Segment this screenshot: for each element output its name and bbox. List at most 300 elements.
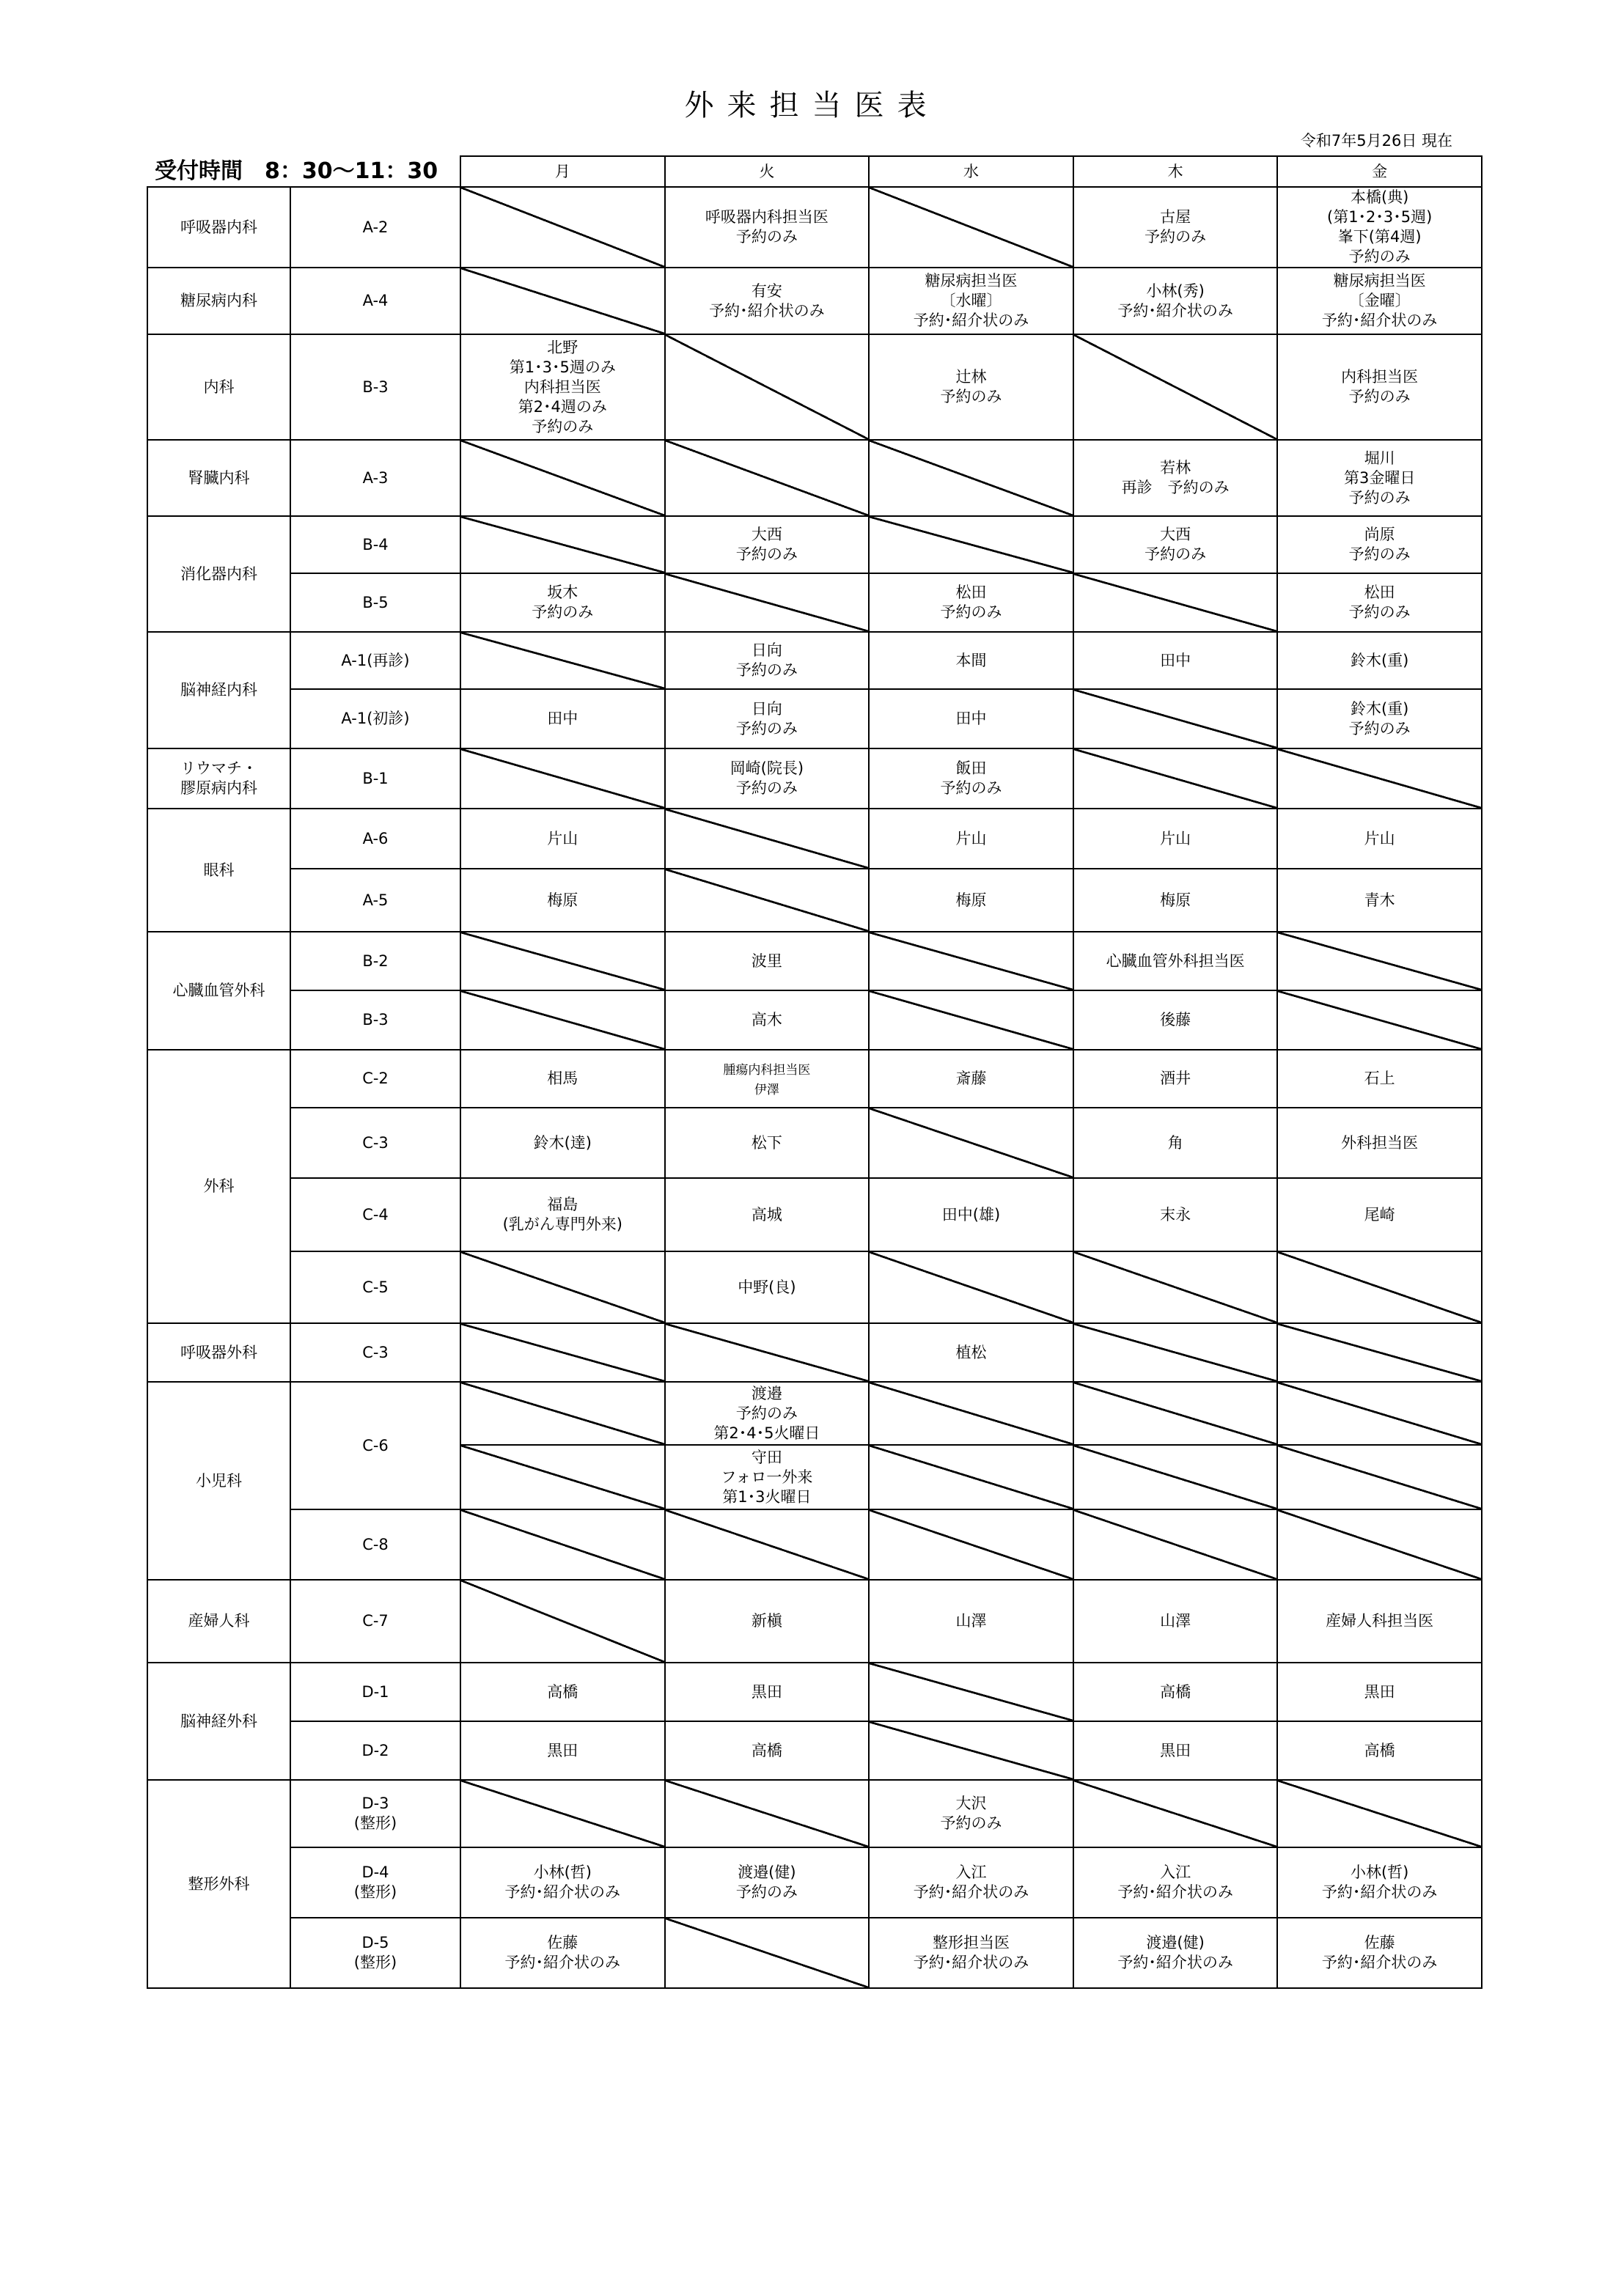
- empty-slot-mon: [460, 187, 665, 268]
- room-cell: [290, 1108, 460, 1178]
- room-code: D-3 (整形): [353, 1795, 397, 1832]
- doctor-text: 小林(秀) 予約･紹介状のみ: [1117, 282, 1233, 320]
- doctor-text: 本間: [955, 651, 987, 669]
- room-cell: [290, 268, 460, 334]
- doctor-text: 植松: [955, 1343, 987, 1361]
- empty-slot-wed: [869, 1382, 1073, 1445]
- doctor-cell-wed: [869, 268, 1073, 334]
- room-code: D-4 (整形): [353, 1863, 397, 1901]
- doctor-cell-tue: [665, 990, 870, 1050]
- empty-slot-mon: [460, 440, 665, 516]
- empty-slot-mon: [460, 1780, 665, 1847]
- doctor-cell-thu: [1073, 187, 1278, 268]
- table-row: [147, 932, 1482, 990]
- room-cell: [290, 187, 460, 268]
- department-name: 内科: [203, 378, 235, 396]
- table-row: [147, 869, 1482, 932]
- doctor-cell-tue: [665, 1050, 870, 1108]
- empty-slot-wed: [869, 440, 1073, 516]
- room-cell: [290, 748, 460, 809]
- empty-slot-wed: [869, 1509, 1073, 1580]
- department-cell: [147, 1663, 290, 1780]
- doctor-cell-mon: [460, 1721, 665, 1780]
- empty-slot-thu: [1073, 1323, 1278, 1382]
- doctor-text: 中野(良): [738, 1278, 796, 1296]
- department-cell: [147, 809, 290, 932]
- room-cell: [290, 869, 460, 932]
- doctor-text: 梅原: [1160, 891, 1191, 909]
- doctor-text: 守田 フォロ一外来 第1･3火曜日: [721, 1448, 813, 1506]
- doctor-cell-mon: [460, 1178, 665, 1251]
- doctor-text: 大西 予約のみ: [1144, 526, 1207, 563]
- doctor-text: 山澤: [955, 1612, 987, 1630]
- table-row: [147, 990, 1482, 1050]
- room-code: C-6: [362, 1436, 389, 1454]
- department-name: 小児科: [196, 1471, 242, 1490]
- doctor-cell-thu: [1073, 990, 1278, 1050]
- doctor-cell-wed: [869, 1580, 1073, 1663]
- table-row: [147, 1780, 1482, 1847]
- doctor-cell-fri: [1277, 1918, 1482, 1988]
- doctor-text: 日向 予約のみ: [735, 641, 798, 679]
- doctor-cell-tue: [665, 1251, 870, 1323]
- doctor-cell-wed: [869, 1847, 1073, 1918]
- department-name: 糖尿病内科: [180, 292, 257, 309]
- empty-slot-tue: [665, 440, 870, 516]
- empty-slot-fri: [1277, 748, 1482, 809]
- empty-slot-mon: [460, 932, 665, 990]
- doctor-cell-fri: [1277, 1050, 1482, 1108]
- doctor-text: 新槇: [751, 1612, 782, 1630]
- room-code: B-3: [362, 1011, 389, 1029]
- doctor-text: 鈴木(達): [533, 1133, 592, 1152]
- department-name: 心臓血管外科: [172, 982, 265, 999]
- empty-slot-mon: [460, 1509, 665, 1580]
- doctor-text: 小林(哲) 予約･紹介状のみ: [504, 1863, 621, 1901]
- empty-slot-tue: [665, 869, 870, 932]
- doctor-text: 片山: [547, 829, 578, 847]
- empty-slot-wed: [869, 1445, 1073, 1509]
- doctor-cell-tue: [665, 187, 870, 268]
- empty-slot-fri: [1277, 1382, 1482, 1445]
- doctor-cell-thu: [1073, 1108, 1278, 1178]
- room-code: A-3: [362, 468, 389, 487]
- empty-slot-fri: [1277, 1323, 1482, 1382]
- department-cell: [147, 334, 290, 440]
- empty-slot-wed: [869, 1108, 1073, 1178]
- doctor-text: 整形担当医 予約･紹介状のみ: [913, 1934, 1029, 1971]
- room-cell: [290, 516, 460, 573]
- doctor-text: 黒田: [751, 1682, 782, 1701]
- doctor-cell-tue: [665, 748, 870, 809]
- table-row: [147, 1251, 1482, 1323]
- doctor-cell-thu: [1073, 440, 1278, 516]
- doctor-text: 末永: [1160, 1205, 1191, 1224]
- day-header-mon: 月: [460, 156, 665, 187]
- doctor-text: 青木: [1364, 891, 1395, 909]
- doctor-cell-fri: [1277, 1847, 1482, 1918]
- department-cell: [147, 1780, 290, 1988]
- table-row: [147, 187, 1482, 268]
- empty-slot-mon: [460, 1382, 665, 1445]
- doctor-cell-fri: [1277, 573, 1482, 632]
- doctor-text: 黒田: [1160, 1741, 1191, 1759]
- empty-slot-wed: [869, 990, 1073, 1050]
- empty-slot-mon: [460, 990, 665, 1050]
- doctor-text: 坂木 予約のみ: [532, 584, 594, 621]
- doctor-text: 松田 予約のみ: [1348, 584, 1411, 621]
- empty-slot-fri: [1277, 1780, 1482, 1847]
- doctor-cell-thu: [1073, 1580, 1278, 1663]
- room-cell: [290, 573, 460, 632]
- doctor-text: 飯田 予約のみ: [940, 759, 1002, 797]
- doctor-cell-wed: [869, 334, 1073, 440]
- doctor-text: 黒田: [547, 1741, 578, 1759]
- doctor-cell-tue: [665, 632, 870, 689]
- doctor-cell-tue: [665, 932, 870, 990]
- doctor-cell-wed: [869, 689, 1073, 748]
- doctor-cell-fri: [1277, 1663, 1482, 1721]
- doctor-cell-thu: [1073, 932, 1278, 990]
- table-row: [147, 1108, 1482, 1178]
- empty-slot-mon: [460, 1323, 665, 1382]
- empty-slot-thu: [1073, 689, 1278, 748]
- table-row: [147, 748, 1482, 809]
- doctor-cell-tue: [665, 1178, 870, 1251]
- room-cell: [290, 1178, 460, 1251]
- doctor-cell-fri: [1277, 516, 1482, 573]
- doctor-cell-tue: [665, 1663, 870, 1721]
- header-row: [147, 156, 1482, 187]
- room-code: B-3: [362, 378, 389, 396]
- room-code: A-2: [362, 218, 389, 236]
- department-cell: [147, 187, 290, 268]
- doctor-text: 佐藤 予約･紹介状のみ: [504, 1934, 621, 1971]
- room-code: C-5: [362, 1278, 389, 1296]
- doctor-cell-tue: [665, 1847, 870, 1918]
- doctor-cell-mon: [460, 573, 665, 632]
- room-cell: [290, 1251, 460, 1323]
- empty-slot-mon: [460, 632, 665, 689]
- room-cell: [290, 1580, 460, 1663]
- doctor-text: 腫瘍内科担当医 伊澤: [723, 1062, 811, 1097]
- doctor-text: 入江 予約･紹介状のみ: [1117, 1863, 1233, 1901]
- empty-slot-mon: [460, 268, 665, 334]
- doctor-cell-fri: [1277, 1580, 1482, 1663]
- doctor-text: 高橋: [1160, 1682, 1191, 1701]
- doctor-text: 鈴木(重) 予約のみ: [1348, 699, 1411, 737]
- department-cell: [147, 632, 290, 748]
- doctor-cell-thu: [1073, 1050, 1278, 1108]
- doctor-cell-thu: [1073, 516, 1278, 573]
- doctor-text: 黒田: [1364, 1682, 1395, 1701]
- doctor-cell-wed: [869, 632, 1073, 689]
- empty-slot-thu: [1073, 334, 1278, 440]
- doctor-text: 大沢 予約のみ: [940, 1795, 1002, 1832]
- room-code: D-5 (整形): [353, 1934, 397, 1971]
- doctor-text: 入江 予約･紹介状のみ: [913, 1863, 1029, 1901]
- doctor-text: 高橋: [1364, 1741, 1395, 1759]
- table-row: [147, 334, 1482, 440]
- doctor-text: 糖尿病担当医 〔金曜〕 予約･紹介状のみ: [1321, 272, 1438, 329]
- doctor-cell-thu: [1073, 1847, 1278, 1918]
- empty-slot-wed: [869, 1721, 1073, 1780]
- room-cell: [290, 1382, 460, 1509]
- department-name: 外科: [203, 1177, 235, 1195]
- doctor-cell-wed: [869, 1323, 1073, 1382]
- doctor-cell-fri: [1277, 187, 1482, 268]
- room-code: D-2: [361, 1741, 389, 1759]
- doctor-cell-thu: [1073, 869, 1278, 932]
- department-name: 眼科: [203, 861, 235, 879]
- table-row: [147, 1382, 1482, 1445]
- department-name: 呼吸器外科: [180, 1343, 257, 1361]
- room-cell: [290, 1847, 460, 1918]
- doctor-text: 酒井: [1160, 1070, 1191, 1087]
- empty-slot-fri: [1277, 990, 1482, 1050]
- empty-slot-tue: [665, 1780, 870, 1847]
- doctor-cell-tue: [665, 1580, 870, 1663]
- department-cell: [147, 1580, 290, 1663]
- doctor-text: 田中: [1160, 651, 1191, 669]
- room-code: A-1(再診): [341, 651, 410, 669]
- schedule-table: [147, 155, 1482, 1989]
- doctor-cell-tue: [665, 516, 870, 573]
- day-header-thu: 木: [1073, 156, 1278, 187]
- doctor-cell-tue: [665, 1382, 870, 1445]
- doctor-text: 波里: [751, 952, 782, 970]
- doctor-cell-wed: [869, 809, 1073, 869]
- reception-hours: 受付時間 8：30～11：30: [155, 158, 438, 184]
- department-name: 脳神経内科: [180, 681, 257, 699]
- department-cell: [147, 440, 290, 516]
- doctor-cell-wed: [869, 748, 1073, 809]
- doctor-cell-fri: [1277, 1178, 1482, 1251]
- doctor-text: 心臓血管外科担当医: [1106, 952, 1245, 970]
- empty-slot-thu: [1073, 1382, 1278, 1445]
- department-cell: [147, 748, 290, 809]
- doctor-text: 片山: [1364, 829, 1395, 847]
- table-row: [147, 1663, 1482, 1721]
- empty-slot-fri: [1277, 932, 1482, 990]
- doctor-cell-fri: [1277, 689, 1482, 748]
- doctor-cell-tue: [665, 689, 870, 748]
- room-cell: [290, 1780, 460, 1847]
- doctor-text: 小林(哲) 予約･紹介状のみ: [1321, 1863, 1438, 1901]
- doctor-text: 梅原: [547, 891, 578, 909]
- room-cell: [290, 1509, 460, 1580]
- hours-cell: [147, 156, 460, 187]
- room-cell: [290, 932, 460, 990]
- day-header-fri: 金: [1277, 156, 1482, 187]
- doctor-cell-thu: [1073, 1721, 1278, 1780]
- table-row: [147, 809, 1482, 869]
- department-name: 腎臓内科: [188, 468, 250, 487]
- doctor-text: 古屋 予約のみ: [1144, 208, 1207, 246]
- room-cell: [290, 689, 460, 748]
- doctor-cell-fri: [1277, 440, 1482, 516]
- doctor-text: 有安 予約･紹介状のみ: [709, 282, 825, 320]
- empty-slot-tue: [665, 1509, 870, 1580]
- doctor-text: 外科担当医: [1341, 1133, 1419, 1152]
- doctor-text: 大西 予約のみ: [735, 526, 798, 563]
- doctor-text: 福島 (乳がん専門外来): [502, 1196, 622, 1233]
- doctor-cell-thu: [1073, 809, 1278, 869]
- doctor-text: 松田 予約のみ: [940, 584, 1002, 621]
- table-row: [147, 573, 1482, 632]
- empty-slot-thu: [1073, 573, 1278, 632]
- doctor-cell-fri: [1277, 632, 1482, 689]
- doctor-text: 高橋: [751, 1741, 782, 1759]
- day-header-tue: 火: [665, 156, 870, 187]
- department-cell: [147, 1382, 290, 1580]
- room-cell: [290, 1323, 460, 1382]
- doctor-cell-wed: [869, 1178, 1073, 1251]
- room-code: B-5: [362, 593, 389, 611]
- doctor-cell-mon: [460, 334, 665, 440]
- empty-slot-mon: [460, 748, 665, 809]
- doctor-cell-wed: [869, 573, 1073, 632]
- room-cell: [290, 632, 460, 689]
- empty-slot-mon: [460, 1251, 665, 1323]
- doctor-text: 若林 再診 予約のみ: [1121, 459, 1230, 496]
- doctor-text: 内科担当医 予約のみ: [1341, 368, 1419, 405]
- empty-slot-mon: [460, 516, 665, 573]
- doctor-text: 片山: [1160, 829, 1191, 847]
- doctor-text: 松下: [751, 1133, 782, 1152]
- empty-slot-fri: [1277, 1445, 1482, 1509]
- doctor-cell-wed: [869, 1050, 1073, 1108]
- room-code: C-8: [362, 1535, 389, 1553]
- doctor-text: 辻林 予約のみ: [940, 368, 1002, 405]
- room-code: C-7: [362, 1612, 389, 1630]
- doctor-cell-tue: [665, 1721, 870, 1780]
- doctor-text: 堀川 第3金曜日 予約のみ: [1343, 449, 1416, 507]
- empty-slot-mon: [460, 1445, 665, 1509]
- empty-slot-wed: [869, 1251, 1073, 1323]
- doctor-cell-mon: [460, 1918, 665, 1988]
- doctor-text: 日向 予約のみ: [735, 699, 798, 737]
- department-name: 産婦人科: [188, 1612, 250, 1630]
- doctor-text: 呼吸器内科担当医 予約のみ: [705, 208, 828, 246]
- doctor-text: 田中: [547, 710, 578, 727]
- room-code: C-2: [362, 1070, 389, 1087]
- table-row: [147, 268, 1482, 334]
- doctor-text: 佐藤 予約･紹介状のみ: [1321, 1934, 1438, 1971]
- department-cell: [147, 932, 290, 1050]
- department-name: 脳神経外科: [180, 1712, 257, 1730]
- doctor-cell-thu: [1073, 632, 1278, 689]
- table-row: [147, 632, 1482, 689]
- doctor-text: 田中: [955, 710, 987, 727]
- page-title: 外来担当医表: [684, 89, 940, 122]
- room-cell: [290, 1050, 460, 1108]
- doctor-cell-thu: [1073, 1178, 1278, 1251]
- empty-slot-thu: [1073, 748, 1278, 809]
- doctor-text: 高城: [751, 1205, 782, 1224]
- doctor-cell-tue: [665, 1445, 870, 1509]
- doctor-cell-fri: [1277, 268, 1482, 334]
- department-name: 呼吸器内科: [180, 218, 257, 236]
- doctor-text: 渡邉 予約のみ 第2･4･5火曜日: [713, 1384, 820, 1442]
- doctor-cell-fri: [1277, 869, 1482, 932]
- empty-slot-mon: [460, 1580, 665, 1663]
- department-cell: [147, 1050, 290, 1323]
- empty-slot-fri: [1277, 1251, 1482, 1323]
- doctor-text: 高橋: [547, 1682, 578, 1701]
- room-cell: [290, 1663, 460, 1721]
- empty-slot-thu: [1073, 1251, 1278, 1323]
- table-row: [147, 1050, 1482, 1108]
- doctor-text: 尚原 予約のみ: [1348, 526, 1411, 563]
- room-cell: [290, 1918, 460, 1988]
- empty-slot-wed: [869, 932, 1073, 990]
- department-cell: [147, 268, 290, 334]
- doctor-text: 糖尿病担当医 〔水曜〕 予約･紹介状のみ: [913, 272, 1029, 329]
- doctor-text: 岡崎(院長) 予約のみ: [730, 759, 804, 797]
- department-name: 消化器内科: [180, 564, 257, 583]
- room-cell: [290, 334, 460, 440]
- doctor-text: 相馬: [547, 1070, 578, 1087]
- empty-slot-wed: [869, 1663, 1073, 1721]
- table-row: [147, 440, 1482, 516]
- doctor-cell-thu: [1073, 1663, 1278, 1721]
- doctor-cell-thu: [1073, 1918, 1278, 1988]
- table-row: [147, 1178, 1482, 1251]
- department-cell: [147, 1323, 290, 1382]
- doctor-text: 梅原: [955, 891, 987, 909]
- empty-slot-wed: [869, 516, 1073, 573]
- doctor-cell-mon: [460, 1050, 665, 1108]
- table-row: [147, 1721, 1482, 1780]
- table-row: [147, 1580, 1482, 1663]
- doctor-cell-mon: [460, 809, 665, 869]
- day-header-wed: 水: [869, 156, 1073, 187]
- empty-slot-fri: [1277, 1509, 1482, 1580]
- table-row: [147, 1323, 1482, 1382]
- doctor-cell-fri: [1277, 809, 1482, 869]
- empty-slot-tue: [665, 334, 870, 440]
- doctor-cell-mon: [460, 689, 665, 748]
- room-code: B-1: [362, 769, 389, 787]
- doctor-cell-wed: [869, 869, 1073, 932]
- doctor-text: 片山: [955, 829, 987, 847]
- doctor-text: 後藤: [1160, 1011, 1191, 1029]
- room-code: A-5: [362, 891, 389, 909]
- table-row: [147, 1847, 1482, 1918]
- doctor-cell-mon: [460, 1847, 665, 1918]
- department-name: リウマチ・ 膠原病内科: [180, 759, 257, 797]
- room-cell: [290, 809, 460, 869]
- room-code: B-2: [362, 952, 389, 970]
- room-cell: [290, 990, 460, 1050]
- room-code: C-3: [362, 1343, 389, 1361]
- doctor-text: 北野 第1･3･5週のみ 内科担当医 第2･4週のみ 予約のみ: [509, 338, 616, 435]
- doctor-cell-fri: [1277, 334, 1482, 440]
- doctor-cell-thu: [1073, 268, 1278, 334]
- empty-slot-thu: [1073, 1445, 1278, 1509]
- empty-slot-tue: [665, 573, 870, 632]
- room-cell: [290, 1721, 460, 1780]
- table-row: [147, 689, 1482, 748]
- doctor-cell-wed: [869, 1918, 1073, 1988]
- empty-slot-tue: [665, 1323, 870, 1382]
- doctor-text: 本橋(典) (第1･2･3･5週) 峯下(第4週) 予約のみ: [1327, 188, 1433, 265]
- doctor-text: 渡邉(健) 予約のみ: [735, 1863, 798, 1901]
- doctor-cell-fri: [1277, 1108, 1482, 1178]
- empty-slot-thu: [1073, 1780, 1278, 1847]
- empty-slot-tue: [665, 1918, 870, 1988]
